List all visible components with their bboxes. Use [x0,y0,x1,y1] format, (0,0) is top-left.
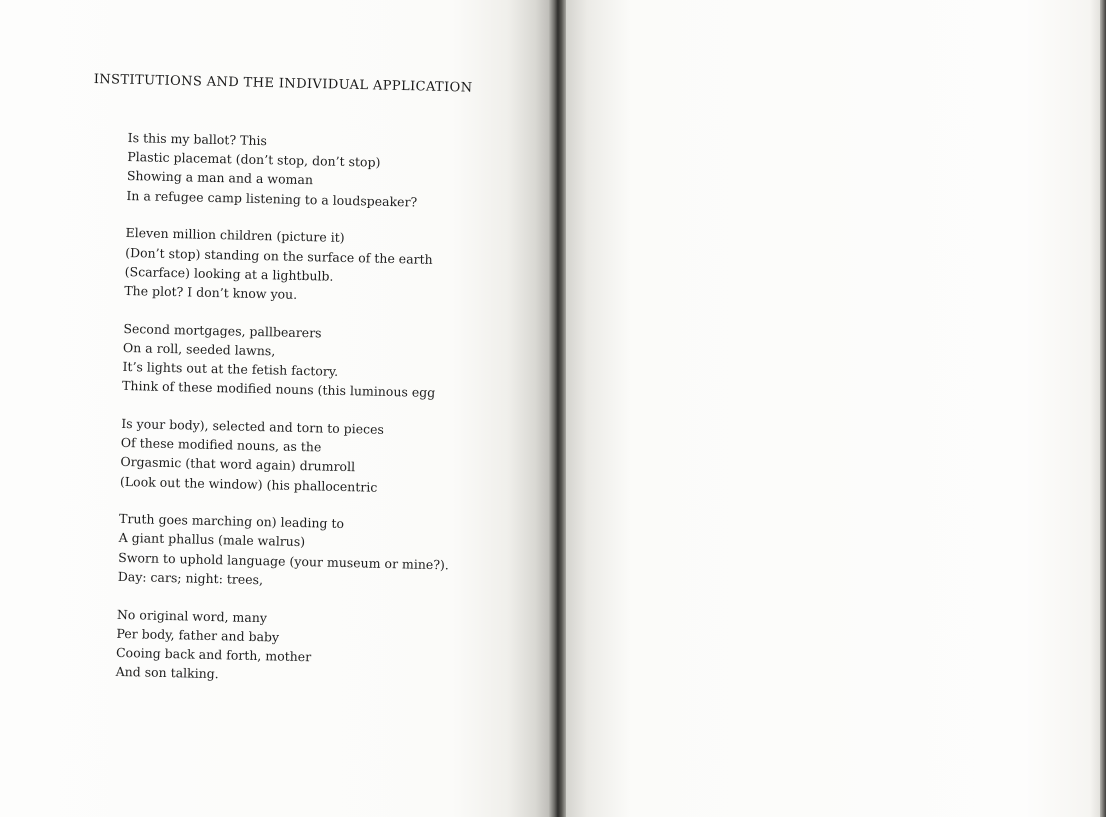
poem-line: Sworn to uphold language (your museum or mine?). [118,549,450,573]
stanza-2 [124,223,456,307]
poem-line: Cooing back and forth, mother [115,644,312,665]
poem-line: Day: cars; night: trees, [117,568,264,588]
stanza-6 [115,604,447,688]
poem-line: Plastic placemat (don’t stop, don’t stop) [127,149,381,170]
poem-line: In a refugee camp listening to a loudspeaker? [126,187,418,210]
stanza-4 [120,414,452,498]
poem-line: Second mortgages, pallbearers [123,320,322,341]
poem-line: Is this my ballot? This [127,129,268,149]
poem-line: Think of these modified nouns (this luminous egg [121,378,436,401]
book-gutter [548,0,566,817]
poem-line: Truth goes marching on) leading to [118,511,345,532]
page-edge [1100,0,1106,817]
poem-line: (Don’t stop) standing on the surface of the earth [125,244,433,267]
left-page [0,0,552,817]
poem-line: (Look out the window) (his phallocentric [119,473,378,495]
poem-line: The plot? I don’t know you. [124,282,298,302]
poem-line: Orgasmic (that word again) drumroll [120,454,356,475]
poem-line: Of these modified nouns, as the [120,435,322,455]
poem [115,128,458,707]
page-title: INSTITUTIONS AND THE INDIVIDUAL APPLICATION [93,72,473,96]
poem-line: It’s lights out at the fetish factory. [122,358,339,379]
poem-line: (Scarface) looking at a lightbulb. [124,263,334,284]
stanza-3 [122,319,454,403]
poem-line: Per body, father and baby [116,625,280,645]
poem-line: Is your body), selected and torn to pieces [121,415,385,437]
poem-line: Showing a man and a woman [126,168,314,188]
poem-line: Eleven million children (picture it) [125,225,345,246]
poem-line: No original word, many [116,606,268,625]
poem-line: On a roll, seeded lawns, [122,339,276,359]
stanza-1 [126,128,458,212]
poem-line: A giant phallus (male walrus) [118,530,306,550]
poem-line: And son talking. [115,664,219,682]
stanza-5 [118,509,450,593]
right-page-blank [566,0,1106,817]
